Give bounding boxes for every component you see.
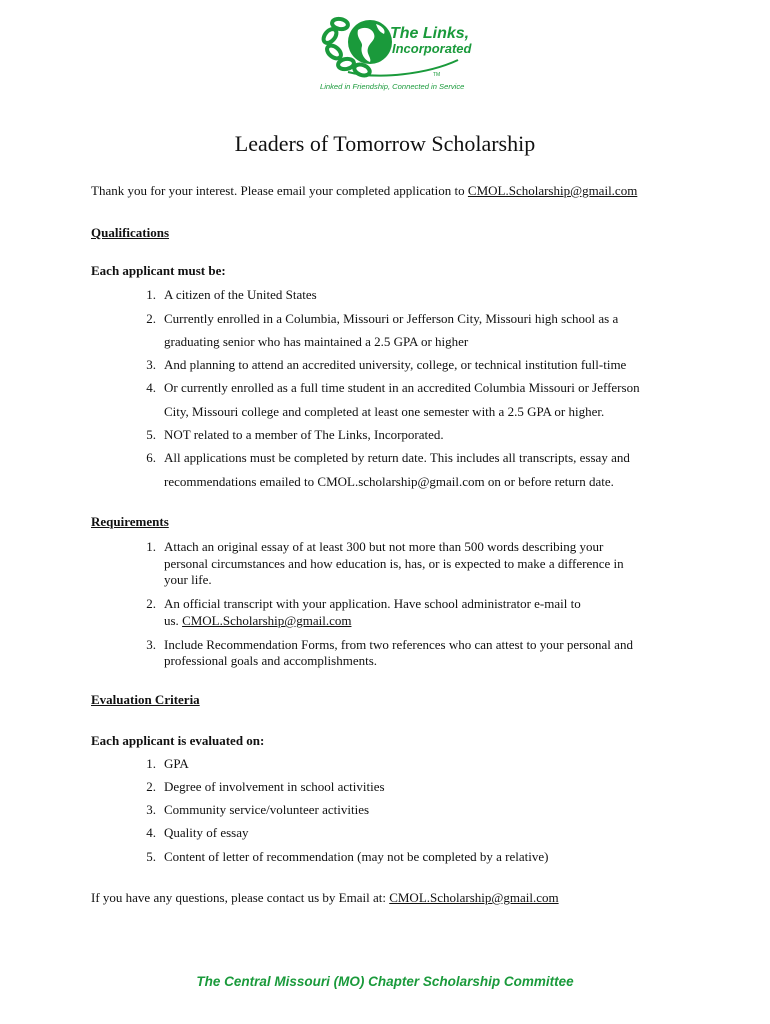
list-text-with-email	[164, 613, 351, 629]
list-text: us.	[164, 613, 183, 628]
evaluation-subheading: Each applicant is evaluated on:	[91, 733, 265, 748]
list-number: 5.	[146, 427, 156, 442]
list-text: And planning to attend an accredited university, college, or technical institution full-time	[164, 357, 627, 372]
list-number: 4.	[146, 825, 156, 840]
list-text: GPA	[164, 756, 189, 771]
list-number: 2.	[146, 779, 156, 794]
logo-brand-line1: The Links,	[390, 25, 470, 42]
evaluation-heading: Evaluation Criteria	[91, 692, 200, 707]
list-text: personal circumstances and how education is, has, or is expected to make a difference in	[164, 556, 624, 571]
intro-text: Thank you for your interest. Please email your completed application to	[91, 183, 468, 198]
contact-text: If you have any questions, please contact us by Email at:	[91, 890, 390, 905]
list-text: your life.	[164, 572, 212, 587]
list-text: A citizen of the United States	[164, 287, 317, 302]
list-number: 2.	[146, 311, 156, 326]
logo-trademark: TM	[433, 72, 441, 78]
page-title: Leaders of Tomorrow Scholarship	[234, 131, 536, 156]
list-number: 1.	[146, 539, 156, 554]
list-number: 1.	[146, 756, 156, 771]
list-text: Degree of involvement in school activities	[164, 779, 385, 794]
list-number: 6.	[146, 450, 156, 465]
list-text: professional goals and accomplishments.	[164, 653, 378, 668]
list-number: 4.	[146, 380, 156, 395]
list-text: City, Missouri college and completed at least one semester with a 2.5 GPA or higher.	[164, 404, 605, 419]
list-text: recommendations emailed to CMOL.scholarship@gmail.com on or before return date.	[164, 474, 614, 489]
footer-committee: The Central Missouri (MO) Chapter Scholarship Committee	[196, 974, 574, 989]
qualifications-heading: Qualifications	[91, 225, 170, 240]
list-number: 3.	[146, 637, 156, 652]
list-number: 3.	[146, 357, 156, 372]
list-text: graduating senior who has maintained a 2.5 GPA or higher	[164, 334, 469, 349]
list-text: Include Recommendation Forms, from two references who can attest to your personal and	[164, 637, 633, 652]
list-number: 3.	[146, 802, 156, 817]
qualifications-subheading: Each applicant must be:	[91, 263, 226, 278]
contact-paragraph	[91, 890, 559, 906]
list-text: All applications must be completed by return date. This includes all transcripts, essay and	[164, 450, 630, 465]
logo-brand-line2: Incorporated	[392, 41, 472, 56]
list-text: Community service/volunteer activities	[164, 802, 370, 817]
logo-brand-text	[390, 26, 471, 56]
intro-paragraph	[91, 183, 637, 199]
list-text: Quality of essay	[164, 825, 249, 840]
list-text: NOT related to a member of The Links, Incorporated.	[164, 427, 444, 442]
list-number: 2.	[146, 596, 156, 611]
list-number: 1.	[146, 287, 156, 302]
contact-email-link[interactable]: CMOL.Scholarship@gmail.com	[389, 890, 559, 905]
requirements-email-link[interactable]: CMOL.Scholarship@gmail.com	[182, 613, 352, 628]
list-text: Or currently enrolled as a full time student in an accredited Columbia Missouri or Jefferson	[164, 380, 640, 395]
list-text: Content of letter of recommendation (may not be completed by a relative)	[164, 849, 549, 864]
list-number: 5.	[146, 849, 156, 864]
logo-tagline: Linked in Friendship, Connected in Service	[320, 82, 465, 91]
list-text: An official transcript with your application. Have school administrator e-mail to	[164, 596, 581, 611]
list-text: Currently enrolled in a Columbia, Missouri or Jefferson City, Missouri high school as a	[164, 311, 619, 326]
intro-email-link[interactable]: CMOL.Scholarship@gmail.com	[467, 183, 638, 198]
requirements-heading: Requirements	[91, 514, 169, 529]
links-logo	[318, 12, 478, 94]
list-text: Attach an original essay of at least 300 but not more than 500 words describing your	[164, 539, 604, 554]
